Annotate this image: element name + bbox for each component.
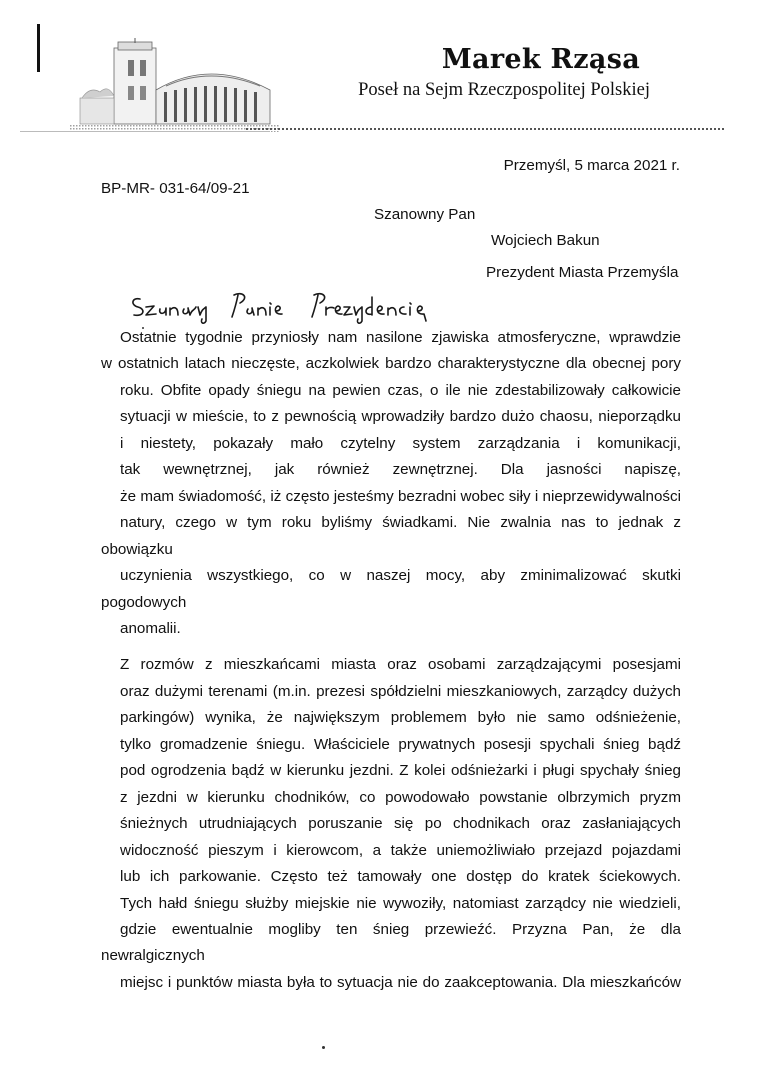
text-line: oraz dużymi terenami (m.in. prezesi spółdzielni mieszkaniowych, zarządcy dużych — [120, 682, 681, 700]
recipient-title: Prezydent Miasta Przemyśla — [486, 264, 679, 281]
letter-body — [101, 325, 681, 996]
text-line: Z rozmów z mieszkańcami miasta oraz osobami zarządzającymi posesjami — [120, 656, 681, 674]
header-divider-left — [20, 131, 270, 132]
sejm-building-emblem — [70, 38, 280, 138]
scan-speck — [142, 327, 144, 329]
place-and-date: Przemyśl, 5 marca 2021 r. — [503, 157, 680, 174]
text-line: tylko gromadzenie śniegu. Właściciele prywatnych posesji spychali śnieg bądź — [120, 735, 681, 753]
body-paragraph-2 — [101, 652, 681, 996]
text-line: parkingów) wynika, że największym problemem było nie samo odśnieżenie, — [120, 709, 681, 727]
handwritten-salutation — [128, 285, 428, 325]
text-line: lub ich parkowanie. Często też tamowały one dostęp do kratek ściekowych. — [120, 868, 681, 886]
text-line: Tych hałd śniegu służby miejskie nie wywoziły, natomiast zarządcy nie wiedzieli, — [120, 894, 681, 912]
scan-speck — [322, 1046, 325, 1049]
sender-name: Marek Rząsa — [441, 44, 640, 75]
header-divider — [246, 128, 724, 130]
body-paragraph-1 — [101, 325, 681, 642]
text-line: roku. Obfite opady śniegu na pewien czas, o ile nie zdestabilizowały całkowicie — [120, 381, 681, 399]
text-line: sytuacji w mieście, to z pewnością wprowadziły bardzo dużo chaosu, nieporządku — [120, 408, 681, 426]
text-line: pod ogrodzenia bądź w kierunku jezdni. Z kolei odśnieżarki i pługi spychały śnieg — [120, 762, 681, 780]
text-line: w ostatnich latach nieczęste, aczkolwiek bardzo charakterystyczne dla obecnej pory — [101, 355, 681, 373]
reference-number: BP-MR- 031-64/09-21 — [101, 180, 250, 197]
text-line: uczynienia wszystkiego, co w naszej mocy, aby zminimalizować skutki pogodowych — [101, 567, 681, 611]
sender-title: Poseł na Sejm Rzeczpospolitej Polskiej — [358, 80, 650, 100]
text-line: natury, czego w tym roku byliśmy świadkami. Nie zwalnia nas to jednak z obowiązku — [101, 514, 681, 558]
text-line: miejsc i punktów miasta była to sytuacja nie do zaakceptowania. Dla mieszkańców — [120, 973, 681, 991]
recipient-name: Wojciech Bakun — [491, 232, 600, 249]
text-line: że mam świadomość, iż często jesteśmy bezradni wobec siły i nieprzewidywalności — [120, 487, 681, 505]
text-line: anomalii. — [120, 619, 181, 637]
text-line: gdzie ewentualnie mogliby ten śnieg przewieźć. Przyzna Pan, że dla newralgicznych — [101, 920, 681, 965]
margin-mark — [37, 24, 40, 72]
text-line: widoczność pieszym i kierowcom, a także uniemożliwiało przejazd pojazdami — [120, 841, 681, 859]
recipient-salutation: Szanowny Pan — [374, 206, 476, 223]
text-line: i niestety, pokazały mało czytelny system zarządzania i komunikacji, — [120, 434, 681, 452]
text-line: Ostatnie tygodnie przyniosły nam nasilone zjawiska atmosferyczne, wprawdzie — [120, 329, 681, 346]
text-line: z jezdni w kierunku chodników, co powodowało powstanie olbrzymich pryzm — [120, 788, 681, 806]
text-line: tak wewnętrznej, jak również zewnętrznej. Dla jasności napiszę, — [120, 461, 681, 479]
text-line: śnieżnych utrudniających poruszanie się po chodnikach oraz zasłaniających — [120, 815, 681, 833]
